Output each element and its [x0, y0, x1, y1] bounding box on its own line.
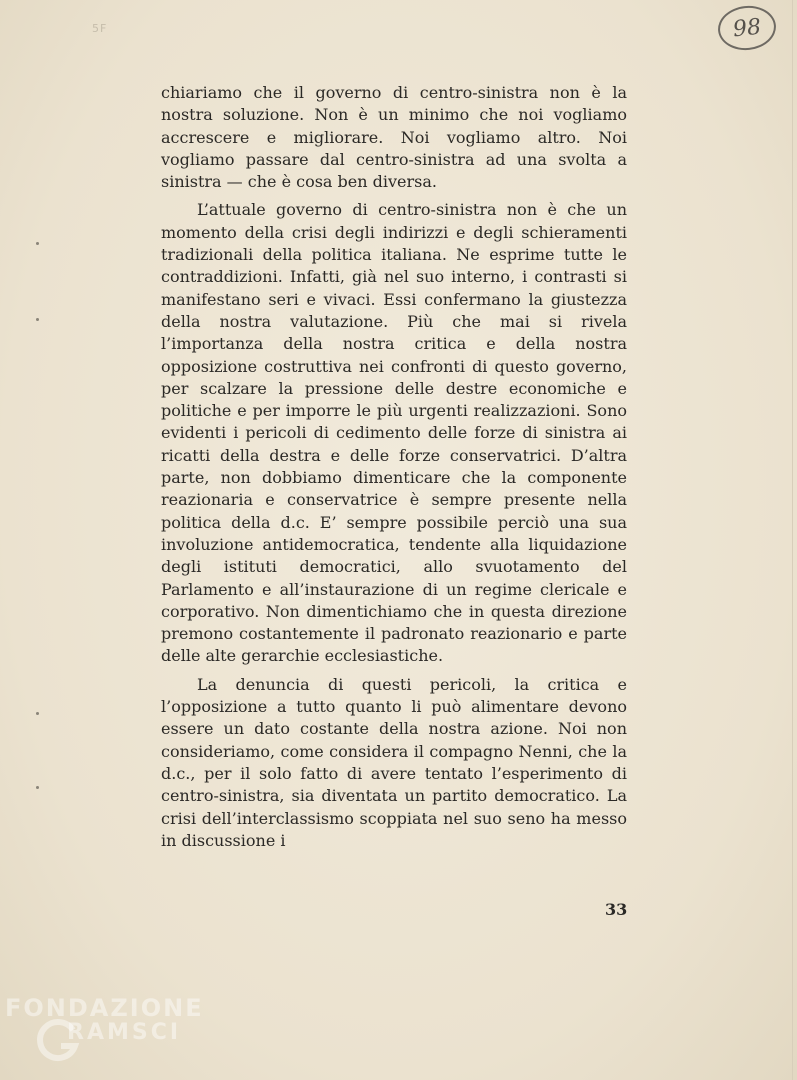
margin-mark — [36, 318, 39, 321]
archive-page-stamp — [716, 3, 778, 53]
page-edge — [792, 0, 793, 1080]
paragraph-1: chiariamo che il governo di centro-sinistra non è la nostra soluzione. Non è un minimo che noi vogliamo accrescere e migliorare. Noi vogliamo altro. Noi vogliamo passare dal centro-sinistra ad una svolta a sinistra — che è cosa ben diversa. — [161, 83, 627, 192]
margin-mark — [36, 712, 39, 715]
margin-mark — [36, 242, 39, 245]
paragraph-3: La denuncia di questi pericoli, la critica e l’opposizione a tutto quanto li può alimentare devono essere un dato costante della nostra azione. Noi non consideriamo, come considera il compagno Nenni, che la d.c., per il solo fatto di avere tentato l’esperimento di centro-sinistra, sia diventata un partito democratico. La crisi dell’interclassismo scoppiata nel suo seno ha messo in discussione i — [161, 674, 627, 850]
archive-page-number: 98 — [731, 14, 763, 42]
watermark-line-2: RAMSCI — [67, 1020, 182, 1045]
margin-mark — [36, 786, 39, 789]
body-text — [161, 82, 627, 852]
watermark-g-logo-icon — [33, 1016, 83, 1066]
page-number: 33 — [605, 900, 628, 919]
watermark-line-1: FONDAZIONE — [5, 994, 204, 1022]
paragraph-2: L’attuale governo di centro-sinistra non è che un momento della crisi degli indirizzi e degli schieramenti tradizionali della politica italiana. Ne esprime tutte le contraddizioni. Infatti, già nel suo interno, i contrasti si manifestano seri e vivaci. Essi confermano la giustezza della nostra valutazione. Più che mai si rivela l’importanza della nostra critica e della nostra opposizione costruttiva nei confronti di questo governo, per scalzare la pressione delle destre economiche e politiche e per imporre le più urgenti realizzazioni. Sono evidenti i pericoli di cedimento delle forze di sinistra ai ricatti della destra e delle forze conservatrici. D’altra parte, non dobbiamo dimenticare che la componente reazionaria e conservatrice è sempre presente nella politica della d.c. E’ sempre possibile perciò una sua involuzione antidemocratica, tendente alla liquidazione degli istituti democratici, allo svuotamento del Parlamento e all’instaurazione di un regime clericale e corporativo. Non dimentichiamo che in questa direzione premono costantemente il padronato reazionario e parte delle alte gerarchie ecclesiastiche. — [161, 200, 627, 666]
fondazione-gramsci-watermark — [5, 994, 205, 1074]
corner-pencil-mark: 5F — [92, 22, 108, 35]
